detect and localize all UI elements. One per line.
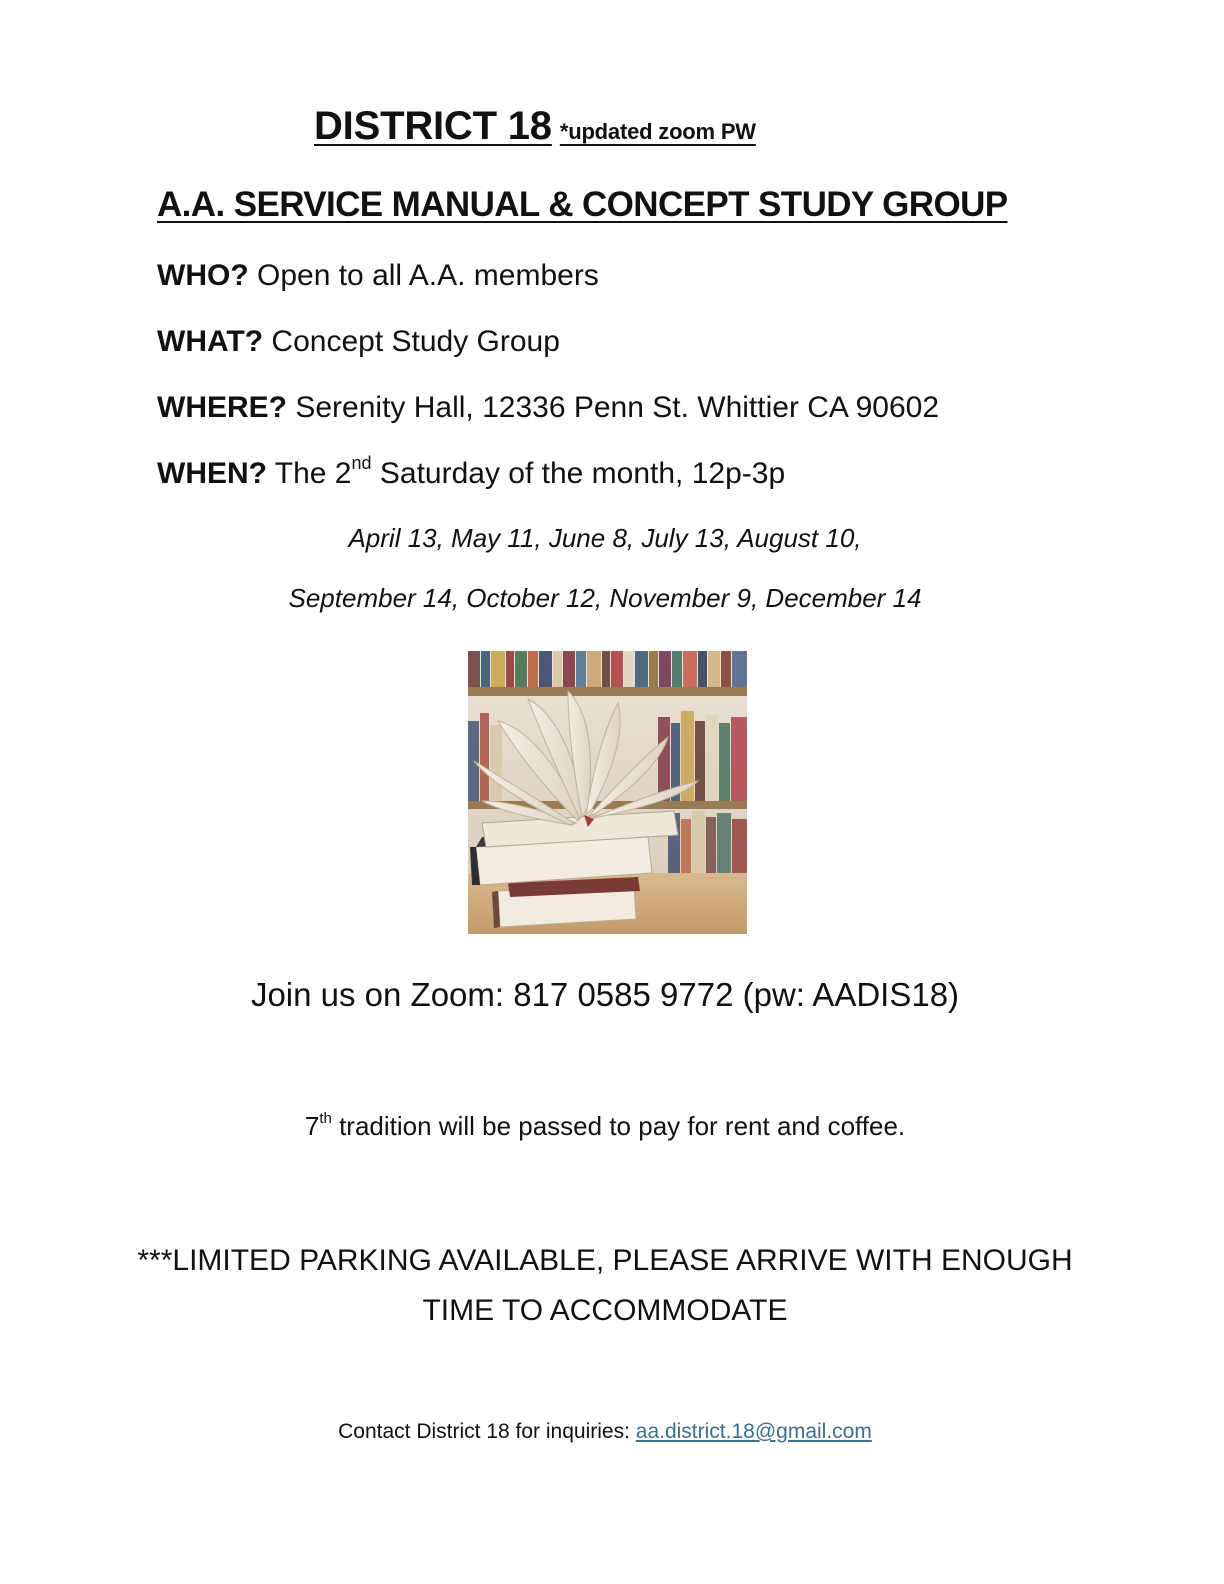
parking-line-2: TIME TO ACCOMMODATE — [422, 1294, 788, 1327]
what-line — [157, 325, 560, 359]
parking-note — [0, 1236, 1210, 1336]
who-text: Open to all A.A. members — [256, 259, 599, 292]
contact-email-link[interactable]: aa.district.18@gmail.com — [635, 1420, 872, 1443]
what-text: Concept Study Group — [271, 325, 560, 358]
tradition-text: tradition will be passed to pay for rent and coffee. — [339, 1111, 906, 1141]
when-line — [157, 453, 786, 491]
district-title-text: DISTRICT 18 — [314, 104, 552, 148]
when-text-before: The 2 — [274, 457, 352, 490]
contact-prefix: Contact District 18 for inquiries: — [338, 1420, 630, 1443]
who-label: WHO? — [157, 259, 249, 292]
what-label: WHAT? — [157, 325, 264, 358]
who-line — [157, 259, 599, 293]
contact-line — [0, 1420, 1210, 1444]
dates-line-1: April 13, May 11, June 8, July 13, August 10, — [348, 523, 862, 553]
when-superscript: nd — [351, 453, 372, 473]
district-title — [314, 104, 756, 149]
tradition-number: 7 — [304, 1111, 320, 1141]
tradition-superscript: th — [319, 1110, 332, 1127]
where-text: Serenity Hall, 12336 Penn St. Whittier CA 90602 — [295, 391, 940, 424]
where-label: WHERE? — [157, 391, 287, 424]
zoom-info: Join us on Zoom: 817 0585 9772 (pw: AADIS18) — [250, 976, 960, 1013]
books-stack-illustration — [468, 651, 747, 934]
tradition-note — [0, 1111, 1210, 1142]
where-line — [157, 391, 939, 425]
main-heading: A.A. SERVICE MANUAL & CONCEPT STUDY GROUP — [157, 185, 1008, 224]
dates-line-2: September 14, October 12, November 9, December 14 — [288, 583, 922, 613]
parking-line-1: ***LIMITED PARKING AVAILABLE, PLEASE ARRIVE WITH ENOUGH — [137, 1244, 1073, 1277]
when-label: WHEN? — [157, 457, 267, 490]
when-text-after: Saturday of the month, 12p-3p — [379, 457, 786, 490]
update-note: *updated zoom PW — [559, 119, 756, 144]
